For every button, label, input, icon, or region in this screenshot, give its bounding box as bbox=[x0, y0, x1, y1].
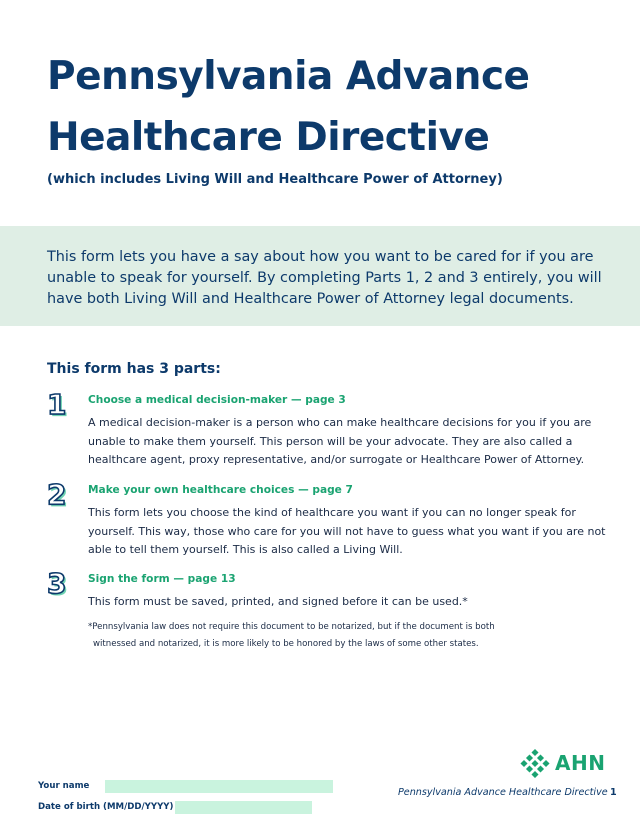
page-number: 1 bbox=[610, 787, 617, 798]
part-body: A medical decision-maker is a person who can make healthcare decisions for you if you are unable to make them yourself. This person will be your advocate. They are also called a healthcare agent, proxy representative, and/or surrogate or Healthcare Power of Attorney. bbox=[88, 416, 592, 466]
name-input[interactable] bbox=[105, 780, 333, 793]
footnote bbox=[88, 619, 568, 652]
name-label: Your name bbox=[38, 781, 90, 791]
logo-text: AHN bbox=[555, 751, 606, 775]
part-title: Sign the form — page 13 bbox=[88, 573, 236, 585]
part-title: Make your own healthcare choices — page 7 bbox=[88, 484, 353, 496]
page-title bbox=[47, 46, 617, 168]
parts-heading: This form has 3 parts: bbox=[47, 361, 221, 377]
part-title: Choose a medical decision-maker — page 3 bbox=[88, 394, 346, 406]
title-line-2: Healthcare Directive bbox=[47, 115, 490, 160]
part-number-1-icon: 1 bbox=[47, 388, 67, 421]
intro-banner bbox=[0, 226, 640, 326]
part-body: This form must be saved, printed, and signed before it can be used.* bbox=[88, 595, 468, 608]
dob-field-row bbox=[38, 800, 312, 814]
footnote-line-1: *Pennsylvania law does not require this document to be notarized, but if the document is both bbox=[88, 622, 495, 632]
dob-input[interactable] bbox=[175, 801, 312, 814]
subtitle: (which includes Living Will and Healthcare Power of Attorney) bbox=[47, 172, 503, 187]
footnote-line-2: witnessed and notarized, it is more likely to be honored by the laws of some other states. bbox=[93, 638, 479, 649]
title-line-1: Pennsylvania Advance bbox=[47, 54, 530, 99]
part-body: This form lets you choose the kind of healthcare you want if you can no longer speak for yourself. This way, those who care for you will not have to guess what you want if you are not able to tell them yourself. This is also called a Living Will. bbox=[88, 506, 606, 556]
ahn-diamond-logo-icon bbox=[520, 748, 550, 778]
dob-label: Date of birth (MM/DD/YYYY) bbox=[38, 802, 174, 812]
part-number-2-icon: 2 bbox=[47, 478, 67, 511]
footer-document-title: Pennsylvania Advance Healthcare Directive bbox=[398, 787, 608, 798]
part-number-3-icon: 3 bbox=[47, 567, 67, 600]
intro-text: This form lets you have a say about how you want to be cared for if you are unable to speak for yourself. By completing Parts 1, 2 and 3 entirely, you will have both Living Will and Healthcare Power of Attorney legal documents. bbox=[47, 249, 602, 307]
ahn-logo bbox=[520, 748, 605, 778]
name-field-row bbox=[38, 779, 333, 793]
